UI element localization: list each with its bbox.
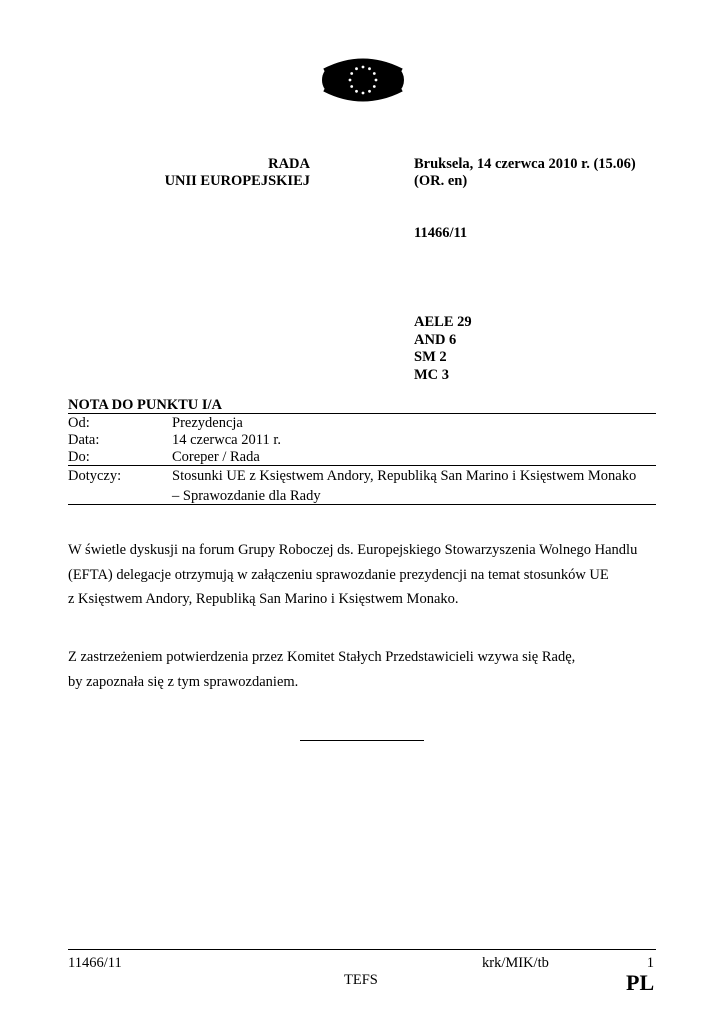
footer-page-number: 1	[646, 955, 654, 971]
council-logo-icon	[318, 56, 408, 104]
footer-initials: krk/MIK/tb	[482, 955, 549, 971]
classification-codes	[414, 314, 472, 384]
body-line: (EFTA) delegacje otrzymują w załączeniu sprawozdanie prezydencji na temat stosunków UE	[68, 566, 609, 583]
issuing-body	[130, 156, 310, 190]
code-item: MC 3	[414, 366, 450, 383]
body-line: by zapoznała się z tym sprawozdaniem.	[68, 673, 299, 690]
note-bottom-rule	[68, 504, 656, 505]
document-number: 11466/11	[414, 225, 468, 241]
note-label: Od:	[68, 415, 90, 431]
place-date-block	[414, 156, 704, 190]
org-line-1: RADA	[268, 156, 310, 172]
note-divider	[68, 465, 656, 466]
end-of-text-line	[300, 740, 424, 741]
footer-department: TEFS	[344, 972, 378, 988]
body-line: Z zastrzeżeniem potwierdzenia przez Komitet Stałych Przedstawicieli wzywa się Radę,	[68, 649, 576, 665]
note-value: Coreper / Rada	[172, 449, 260, 465]
place-date: Bruksela, 14 czerwca 2010 r. (15.06)	[414, 156, 636, 172]
code-item: AND 6	[414, 331, 457, 348]
body-paragraph-2	[68, 645, 658, 694]
original-language: (OR. en)	[414, 173, 468, 189]
note-value: Prezydencja	[172, 415, 243, 431]
footer-rule	[68, 949, 656, 950]
note-label: Do:	[68, 449, 90, 465]
body-line: W świetle dyskusji na forum Grupy Roboczej ds. Europejskiego Stowarzyszenia Wolnego Handlu	[68, 542, 638, 558]
note-value: Stosunki UE z Księstwem Andory, Republiką San Marino i Księstwem Monako	[172, 468, 637, 484]
body-line: z Księstwem Andory, Republiką San Marino i Księstwem Monako.	[68, 591, 459, 607]
body-paragraph-1	[68, 538, 658, 612]
note-label: Dotyczy:	[68, 468, 122, 484]
note-value: 14 czerwca 2011 r.	[172, 432, 281, 448]
footer-language: PL	[626, 970, 655, 995]
note-value-cont: – Sprawozdanie dla Rady	[172, 488, 321, 504]
code-item: AELE 29	[414, 314, 472, 330]
org-line-2: UNII EUROPEJSKIEJ	[164, 173, 310, 189]
footer-doc-number: 11466/11	[68, 955, 122, 971]
code-item: SM 2	[414, 349, 447, 365]
note-label: Data:	[68, 432, 100, 448]
note-title: NOTA DO PUNKTU I/A	[68, 397, 223, 413]
